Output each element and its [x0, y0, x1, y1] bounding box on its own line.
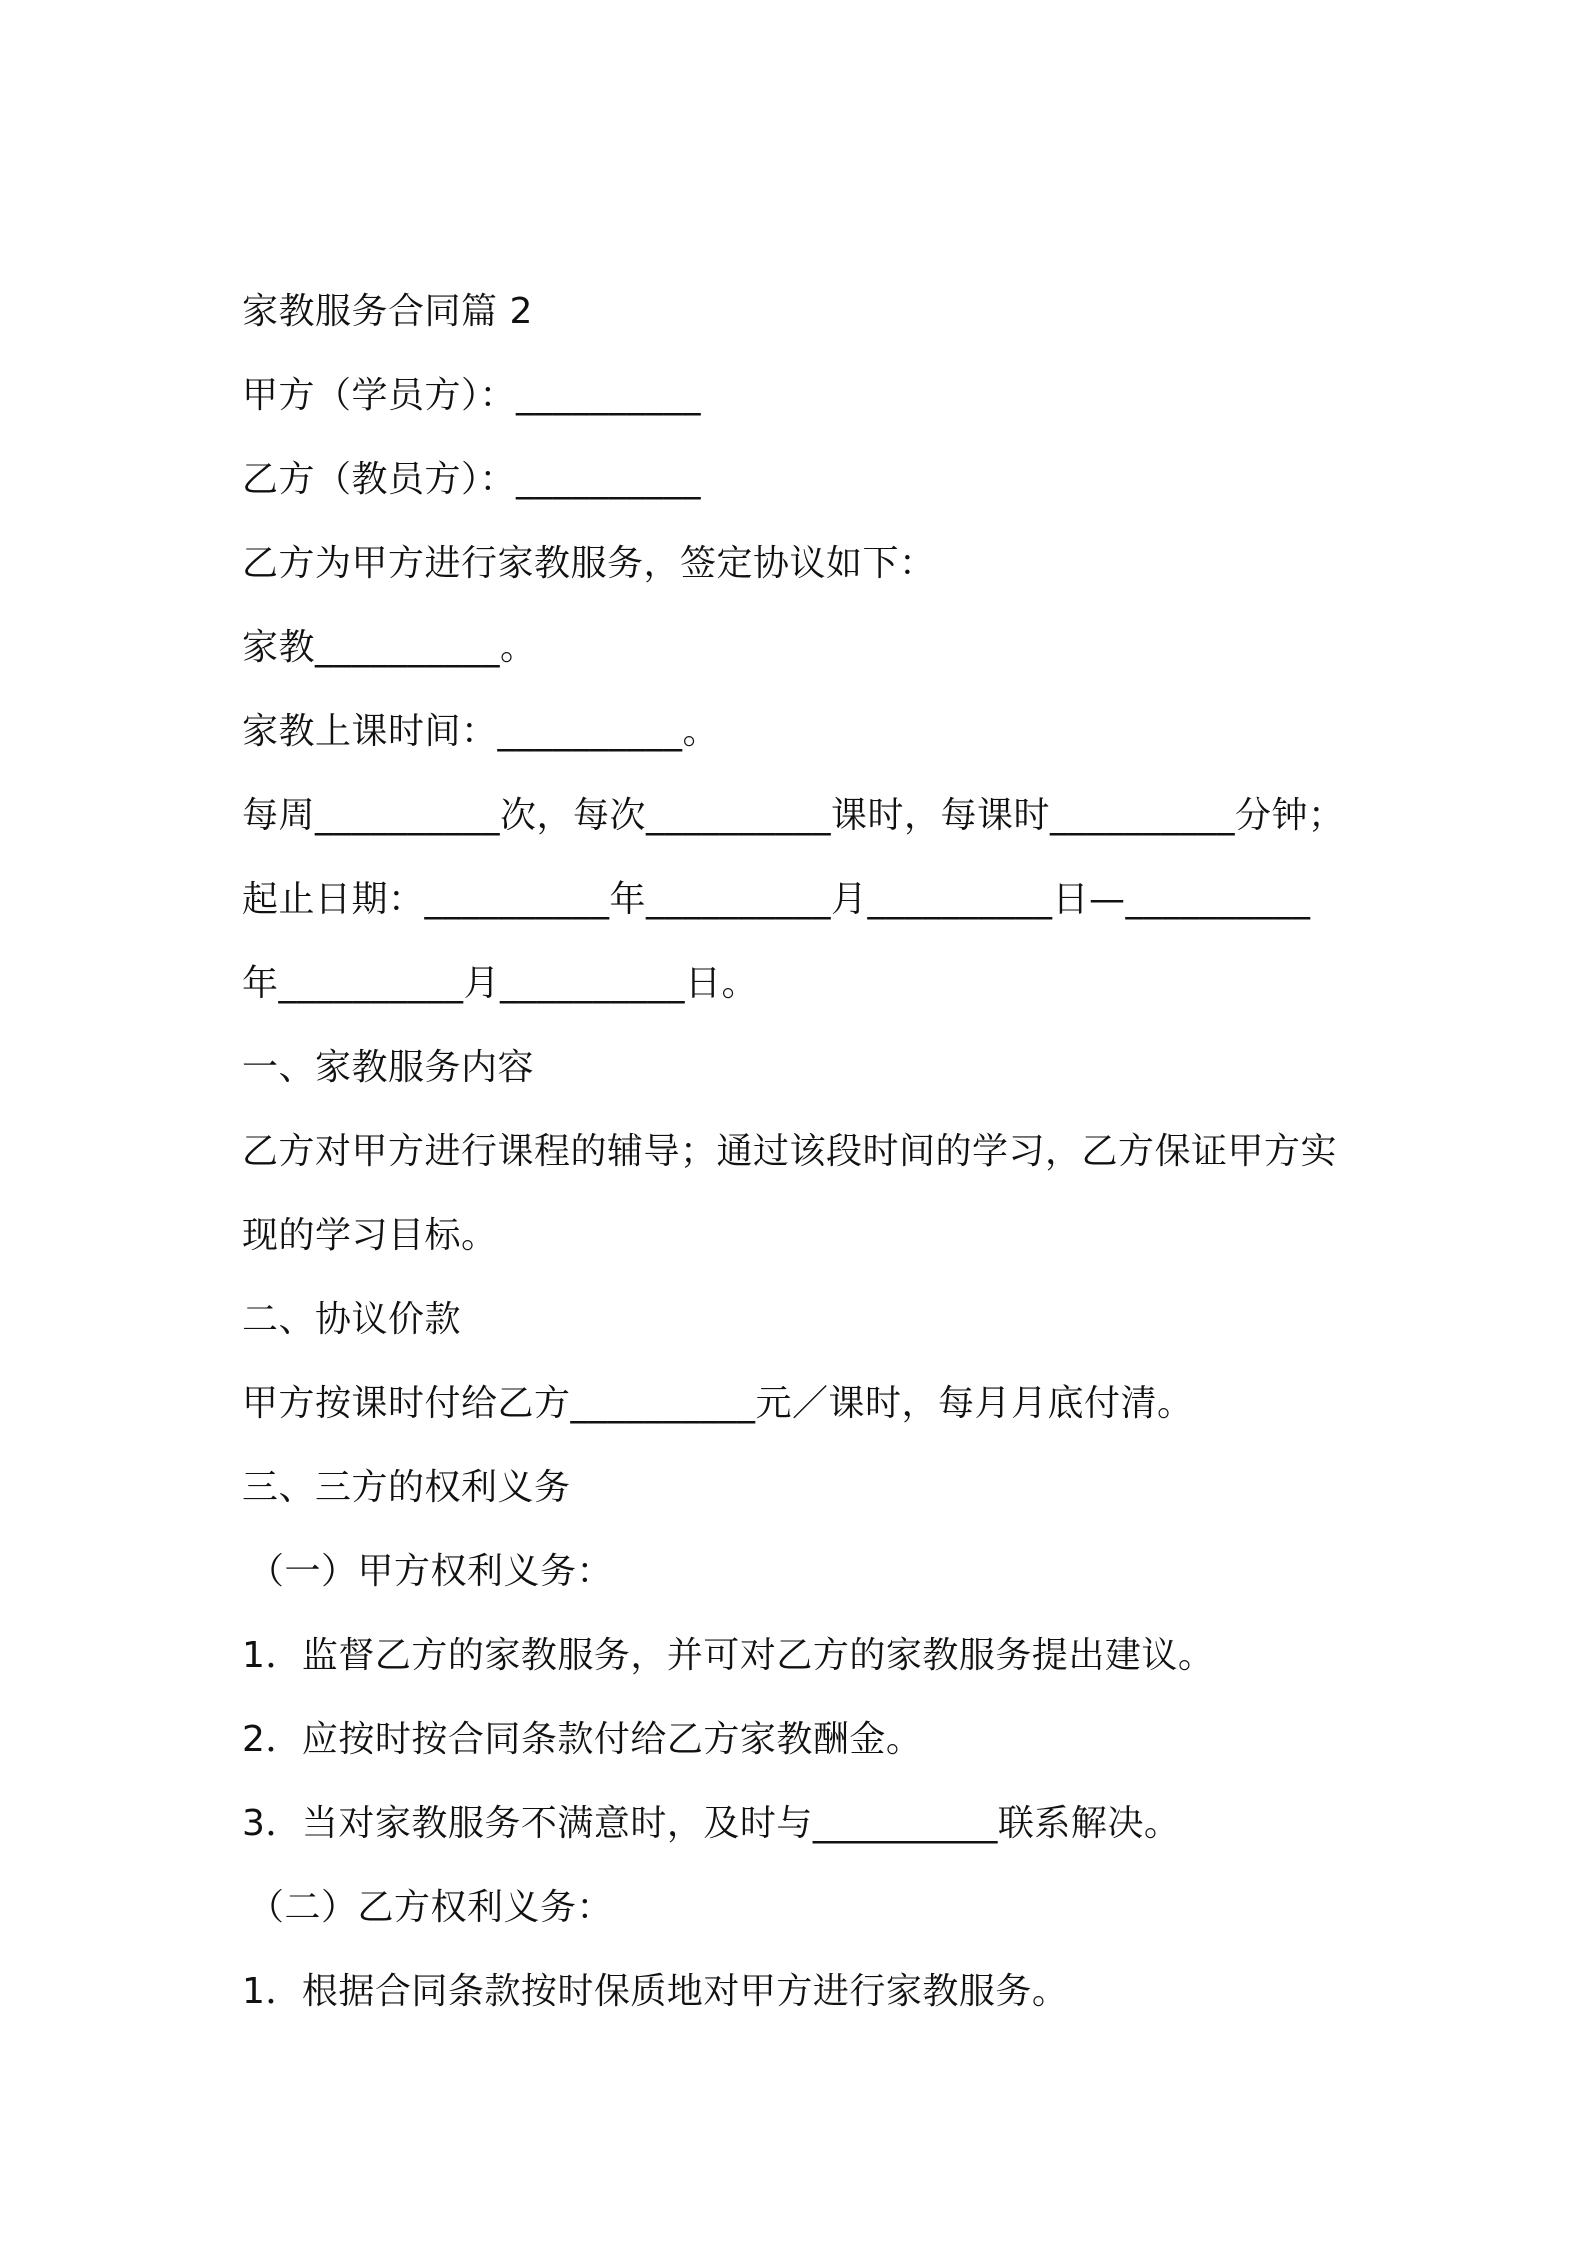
tutoring-subject-line: 家教__________。	[242, 627, 537, 668]
party-a-duty-1: 1．监督乙方的家教服务，并可对乙方的家教服务提出建议。	[242, 1635, 1215, 1676]
document-title: 家教服务合同篇 2	[242, 291, 533, 332]
weekly-schedule-line: 每周__________次，每次__________课时，每课时__________分钟；	[242, 795, 1345, 836]
section-1-text-line-2: 现的学习目标。	[242, 1215, 498, 1256]
party-a-line: 甲方（学员方）：__________	[242, 375, 702, 416]
document-body	[242, 282, 1362, 2046]
section-1-text-line-1: 乙方对甲方进行课程的辅导；通过该段时间的学习，乙方保证甲方实	[242, 1131, 1338, 1172]
agreement-intro: 乙方为甲方进行家教服务，签定协议如下：	[242, 543, 936, 584]
section-heading-3: 三、三方的权利义务	[242, 1467, 571, 1508]
section-2-text: 甲方按课时付给乙方__________元／课时，每月月底付清。	[242, 1383, 1194, 1424]
section-heading-2: 二、协议价款	[242, 1299, 462, 1340]
party-a-duty-2: 2．应按时按合同条款付给乙方家教酬金。	[242, 1719, 923, 1760]
party-b-line: 乙方（教员方）：__________	[242, 459, 702, 500]
section-heading-1: 一、家教服务内容	[242, 1047, 535, 1088]
party-b-duty-1: 1．根据合同条款按时保质地对甲方进行家教服务。	[242, 1971, 1069, 2012]
date-range-line-1: 起止日期：__________年__________月__________日—__________	[242, 879, 1311, 920]
subsection-heading-a: （一）甲方权利义务：	[248, 1551, 614, 1592]
subsection-heading-b: （二）乙方权利义务：	[248, 1887, 614, 1928]
date-range-line-2: 年__________月__________日。	[242, 963, 759, 1004]
class-time-line: 家教上课时间：__________。	[242, 711, 720, 752]
party-a-duty-3: 3．当对家教服务不满意时，及时与__________联系解决。	[242, 1803, 1181, 1844]
